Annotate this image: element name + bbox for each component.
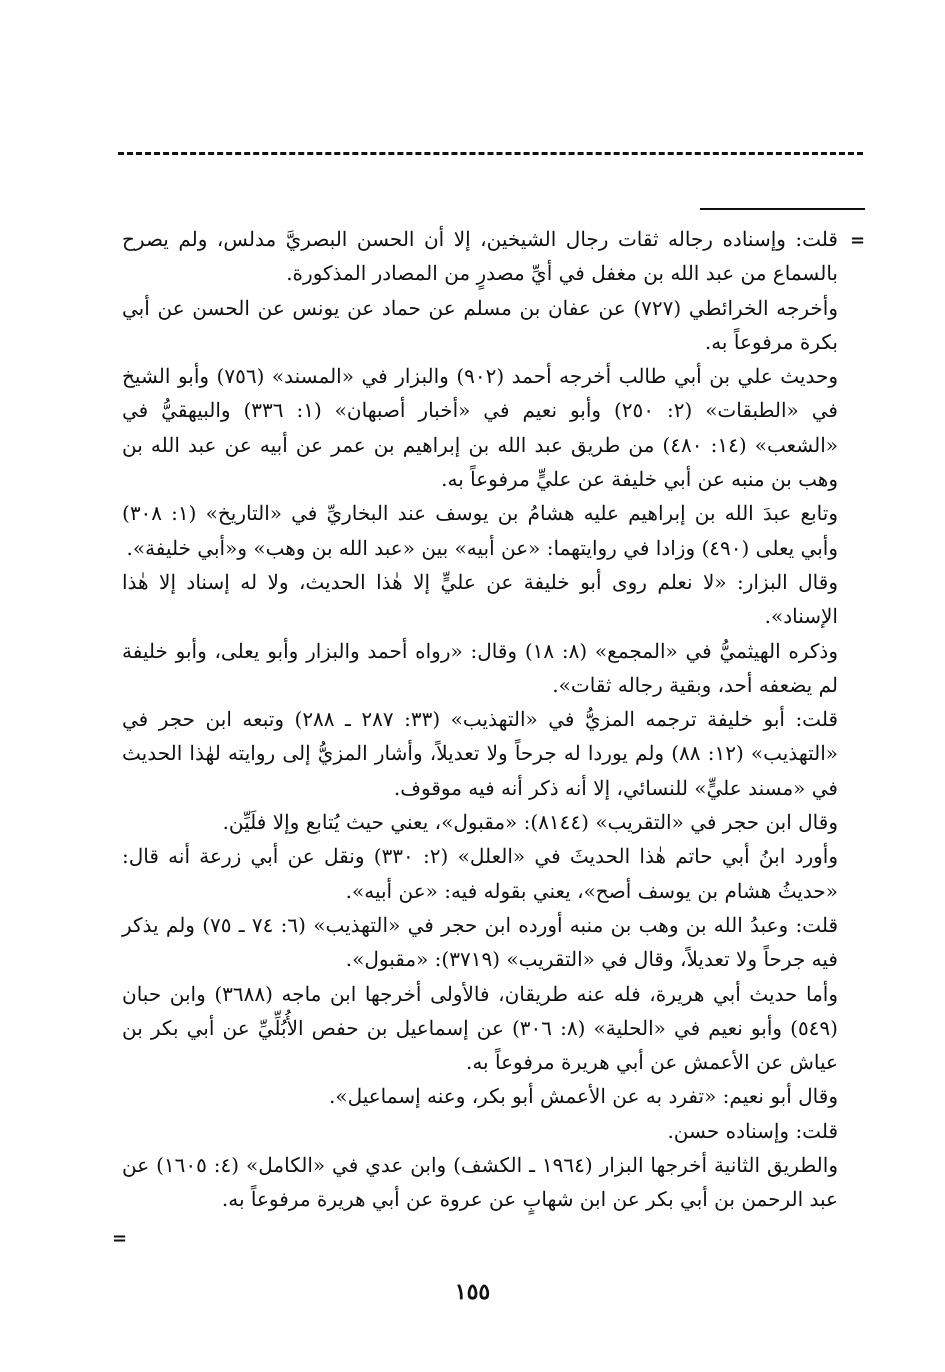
- paragraph: وتابع عبدَ الله بن إبراهيم عليه هشامُ بن يوسف عند البخاريِّ في «التاريخ» (١: ٣٠٨) وأبي يعلى (٤٩٠) وزادا في روايتهما: «عن أبيه» بين «عبد الله بن وهب» و«أبي خليفة».: [122, 501, 838, 560]
- paragraph: قلت: وإسناده رجاله ثقات رجال الشيخين، إلا أن الحسن البصريَّ مدلس، ولم يصرح بالسماع من عبد الله بن مغفل في أيِّ مصدرٍ من المصادر المذكورة.: [122, 227, 838, 286]
- paragraph: وأورد ابنُ أبي حاتم هٰذا الحديثَ في «العلل» (٢: ٣٣٠) ونقل عن أبي زرعة أنه قال: «حديثُ هشام بن يوسف أصح»، يعني بقوله فيه: «عن أبيه».: [122, 844, 838, 903]
- paragraph: وقال ابن حجر في «التقريب» (٨١٤٤): «مقبول»، يعني حيث يُتابع وإلا فلَيِّن.: [222, 810, 838, 835]
- continuation-mark-bottom: =: [112, 1228, 128, 1249]
- page-number: ١٥٥: [454, 1279, 491, 1305]
- paragraph: قلت: وعبدُ الله بن وهب بن منبه أورده ابن حجر في «التهذيب» (٦: ٧٤ ـ ٧٥) ولم يذكر فيه جرحاً ولا تعديلاً، وقال في «التقريب» (٣٧١٩): «مقبول».: [122, 912, 839, 972]
- paragraph: وذكره الهيثميُّ في «المجمع» (٨: ١٨) وقال: «رواه أحمد والبزار وأبو يعلى، وأبو خليفة لم يضعفه أحد، وبقية رجاله ثقات».: [122, 638, 838, 697]
- paragraph: وأما حديث أبي هريرة، فله عنه طريقان، فالأولى أخرجها ابن ماجه (٣٦٨٨) وابن حبان (٥٤٩) وأبو نعيم في «الحلية» (٨: ٣٠٦) عن إسماعيل بن حفص الأُبُلِّيِّ عن أبي بكر بن عياش عن الأعمش عن أبي هريرة مرفوعاً به.: [122, 981, 839, 1075]
- paragraph: وحديث علي بن أبي طالب أخرجه أحمد (٩٠٢) والبزار في «المسند» (٧٥٦) وأبو الشيخ في «الطبقات» (٢: ٢٥٠) وأبو نعيم في «أخبار أصبهان» (١: ٣٣٦) والبيهقيُّ في «الشعب» (١٤: ٤٨٠) من طريق عبد الله بن إبراهيم بن عمر عن أبيه عن عبد الله بن وهب بن منبه عن أبي خليفة عن عليٍّ مرفوعاً به.: [122, 364, 838, 492]
- footnote-rule: [700, 208, 865, 210]
- continuation-mark-top: =: [850, 230, 866, 251]
- paragraph: وقال أبو نعيم: «تفرد به عن الأعمش أبو بكر، وعنه إسماعيل».: [328, 1084, 838, 1109]
- dashed-separator: [118, 152, 863, 155]
- paragraph: وأخرجه الخرائطي (٧٢٧) عن عفان بن مسلم عن حماد عن يونس عن الحسن عن أبي بكرة مرفوعاً به.: [122, 295, 838, 354]
- footnote-body: [122, 222, 838, 1217]
- paragraph: قلت: وإسناده حسن.: [667, 1118, 838, 1143]
- paragraph: وقال البزار: «لا نعلم روى أبو خليفة عن عليٍّ إلا هٰذا الحديث، ولا له إسناد إلا هٰذا الإسناد».: [122, 569, 838, 629]
- paragraph: والطريق الثانية أخرجها البزار (١٩٦٤ ـ الكشف) وابن عدي في «الكامل» (٤: ١٦٠٥) عن عبد الرحمن بن أبي بكر عن ابن شهابٍ عن عروة عن أبي هريرة مرفوعاً به.: [122, 1153, 838, 1212]
- paragraph: قلت: أبو خليفة ترجمه المزيُّ في «التهذيب» (٣٣: ٢٨٧ ـ ٢٨٨) وتبعه ابن حجر في «التهذيب» (١٢: ٨٨) ولم يوردا له جرحاً ولا تعديلاً، وأشار المزيُّ إلى روايته لهٰذا الحديث في «مسند عليٍّ» للنسائي، إلا أنه ذكر أنه فيه موقوف.: [122, 707, 838, 800]
